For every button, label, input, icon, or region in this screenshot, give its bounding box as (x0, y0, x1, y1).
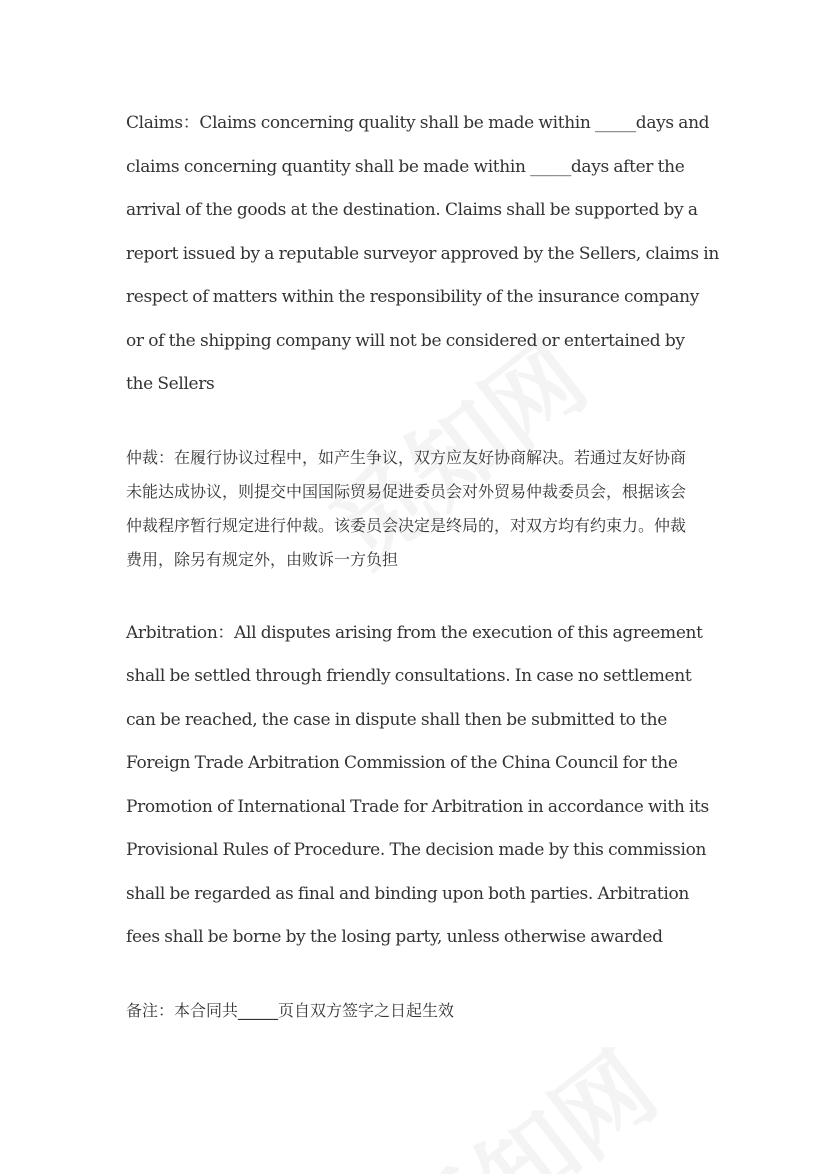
note-paragraph (126, 994, 726, 1028)
arbitration-en-line: Provisional Rules of Procedure. The decision made by this commission (126, 840, 707, 861)
arbitration-en-line: can be reached, the case in dispute shall then be submitted to the (126, 709, 667, 730)
arbitration-en-line: Promotion of International Trade for Arbitration in accordance with its (126, 796, 709, 817)
claims-line: report issued by a reputable surveyor approved by the Sellers, claims in (126, 243, 719, 264)
claims-paragraph (126, 102, 726, 407)
document-body (126, 102, 726, 1028)
arbitration-zh-line: 仲裁程序暂行规定进行仲裁。该委员会决定是终局的，对双方均有约束力。仲裁 (126, 516, 687, 536)
arbitration-en-paragraph (126, 612, 726, 960)
note-line: 备注：本合同共_____页自双方签字之日起生效 (126, 1000, 455, 1020)
watermark (368, 1016, 679, 1174)
arbitration-zh-line: 仲裁：在履行协议过程中，如产生争议，双方应友好协商解决。若通过友好协商 (126, 447, 687, 467)
arbitration-zh-line: 未能达成协议，则提交中国国际贸易促进委员会对外贸易仲裁委员会，根据该会 (126, 481, 687, 501)
arbitration-zh-line: 费用，除另有规定外，由败诉一方负担 (126, 550, 399, 570)
arbitration-en-line: shall be regarded as final and binding upon both parties. Arbitration (126, 883, 689, 904)
arbitration-en-line: Foreign Trade Arbitration Commission of the China Council for the (126, 753, 678, 774)
claims-line: respect of matters within the responsibility of the insurance company (126, 287, 699, 307)
claims-line: the Sellers (126, 374, 215, 394)
arbitration-en-line: Arbitration：All disputes arising from the execution of this agreement (126, 622, 703, 643)
claims-line: Claims：Claims concerning quality shall be made within _____days and (126, 113, 710, 133)
arbitration-en-line: shall be settled through friendly consultations. In case no settlement (126, 666, 692, 687)
claims-line: or of the shipping company will not be considered or entertained by (126, 330, 685, 351)
claims-line: claims concerning quantity shall be made within _____days after the (126, 156, 685, 177)
arbitration-en-line: fees shall be borne by the losing party, unless otherwise awarded (126, 927, 663, 948)
arbitration-zh-paragraph (126, 441, 726, 578)
claims-line: arrival of the goods at the destination. Claims shall be supported by a (126, 200, 698, 220)
